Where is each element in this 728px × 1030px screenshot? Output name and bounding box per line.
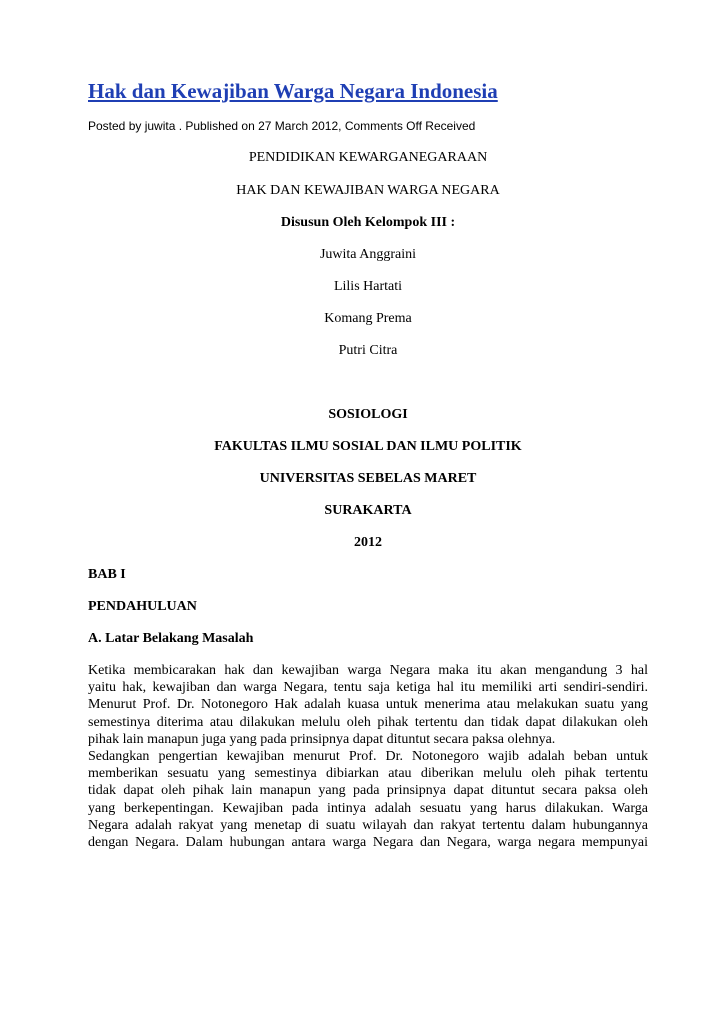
cover-university: UNIVERSITAS SEBELAS MARET (259, 471, 477, 486)
post-meta: Posted by juwita . Published on 27 March 2012, Comments Off Received (88, 119, 476, 133)
paragraph-line: yaitu hak, kewajiban dan warga Negara, tentu saja ketiga hal itu memiliki arti sendiri-sendiri. (88, 680, 648, 696)
cover-subject: PENDIDIKAN KEWARGANEGARAAN (248, 150, 488, 165)
paragraph-line: Negara adalah rakyat yang menetap di suatu wilayah dan rakyat tertentu dalam hubungannya (88, 817, 648, 833)
cover-year: 2012 (354, 535, 382, 550)
paragraph-line: Ketika membicarakan hak dan kewajiban warga Negara maka itu akan mengandung 3 hal (88, 663, 648, 678)
section-heading: A. Latar Belakang Masalah (88, 631, 254, 646)
paragraph-line: semestinya diterima atau dilakukan melulu oleh pihak tertentu dan tidak dapat dilakukan oleh (88, 714, 648, 730)
cover-faculty: FAKULTAS ILMU SOSIAL DAN ILMU POLITIK (214, 439, 522, 454)
paragraph-line: Menurut Prof. Dr. Notonegoro Hak adalah kuasa untuk menerima atau melakukan suatu yang (88, 697, 648, 713)
chapter-name: PENDAHULUAN (88, 599, 197, 614)
cover-member: Lilis Hartati (333, 279, 403, 294)
cover-member: Putri Citra (338, 343, 398, 358)
paragraph-line: dengan Negara. Dalam hubungan antara warga Negara dan Negara, warga negara mempunyai (88, 835, 648, 851)
paragraph-line: Sedangkan pengertian kewajiban menurut Prof. Dr. Notonegoro wajib adalah beban untuk (88, 749, 648, 765)
paragraph-line: yang berkepentingan. Kewajiban pada intinya adalah sesuatu yang harus dilakukan. Warga (88, 800, 648, 816)
cover-topic: HAK DAN KEWAJIBAN WARGA NEGARA (236, 183, 500, 198)
article-title-link[interactable]: Hak dan Kewajiban Warga Negara Indonesia (88, 79, 498, 103)
cover-member: Juwita Anggraini (319, 247, 417, 262)
cover-member: Komang Prema (324, 311, 412, 326)
paragraph-line: pihak lain manapun juga yang pada prinsipnya dapat dituntut secara paksa olehnya. (88, 731, 556, 747)
chapter-number: BAB I (88, 567, 126, 582)
cover-city: SURAKARTA (324, 503, 412, 518)
cover-page (88, 149, 648, 552)
body-paragraph (88, 662, 648, 851)
document-page (88, 78, 648, 851)
paragraph-line: memberikan sesuatu yang semestinya dibiarkan atau diberikan melulu oleh pihak tertentu (88, 766, 648, 782)
paragraph-line: tidak dapat oleh pihak lain manapun yang pada prinsipnya dapat dituntut secara paksa oleh (88, 783, 648, 799)
cover-department: SOSIOLOGI (328, 407, 408, 422)
cover-compiled-by: Disusun Oleh Kelompok III : (280, 215, 456, 230)
